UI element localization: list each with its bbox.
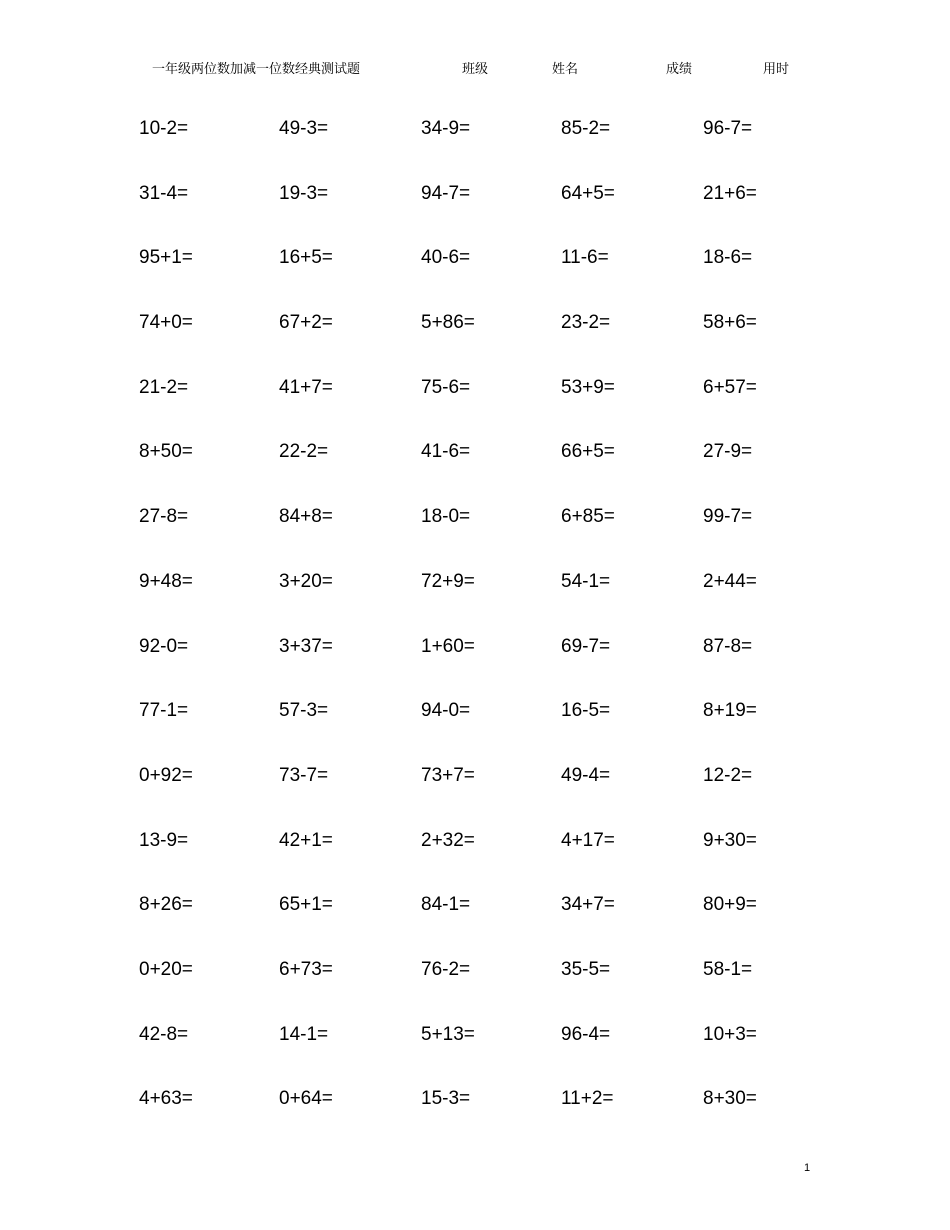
problem-item: 10+3= <box>703 1023 757 1045</box>
problem-item: 54-1= <box>561 570 611 592</box>
time-label: 用时 <box>763 62 790 77</box>
problem-item: 73-7= <box>279 764 329 786</box>
problem-item: 42-8= <box>139 1023 189 1045</box>
problem-item: 6+57= <box>703 376 757 398</box>
problem-item: 23-2= <box>561 312 611 334</box>
problem-row <box>139 241 839 306</box>
problem-item: 3+20= <box>279 570 333 592</box>
problem-item: 4+17= <box>561 829 615 851</box>
problem-row <box>139 953 839 1018</box>
problem-item: 75-6= <box>421 376 471 398</box>
problem-row <box>139 565 839 630</box>
page-number: 1 <box>804 1162 811 1174</box>
problem-item: 11-6= <box>561 247 609 269</box>
problem-item: 53+9= <box>561 376 615 398</box>
problem-item: 96-7= <box>703 118 753 139</box>
problem-item: 11+2= <box>561 1088 614 1110</box>
problem-item: 18-6= <box>703 247 753 269</box>
problem-row <box>139 824 839 889</box>
problem-row <box>139 435 839 500</box>
problem-item: 16-5= <box>561 700 611 722</box>
problem-grid <box>139 112 839 1147</box>
problem-item: 84+8= <box>279 506 333 528</box>
problem-item: 94-0= <box>421 700 471 722</box>
problem-item: 73+7= <box>421 764 475 786</box>
problem-item: 21-2= <box>139 376 189 398</box>
problem-item: 3+37= <box>279 635 333 657</box>
problem-item: 34+7= <box>561 894 615 916</box>
problem-row <box>139 888 839 953</box>
problem-item: 34-9= <box>421 118 471 139</box>
problem-item: 1+60= <box>421 635 475 657</box>
problem-row <box>139 1082 839 1147</box>
problem-item: 18-0= <box>421 506 471 528</box>
problem-row <box>139 1018 839 1083</box>
problem-item: 4+63= <box>139 1088 193 1110</box>
problem-item: 85-2= <box>561 118 611 139</box>
problem-item: 5+86= <box>421 312 475 334</box>
problem-item: 13-9= <box>139 829 189 851</box>
problem-item: 27-8= <box>139 506 189 528</box>
problem-row <box>139 306 839 371</box>
problem-item: 35-5= <box>561 958 611 980</box>
problem-item: 14-1= <box>279 1023 329 1045</box>
problem-item: 41+7= <box>279 376 333 398</box>
problem-item: 66+5= <box>561 441 615 463</box>
score-label: 成绩 <box>666 62 693 77</box>
worksheet-title: 一年级两位数加减一位数经典测试题 <box>152 62 361 77</box>
problem-item: 12-2= <box>703 764 753 786</box>
problem-row <box>139 759 839 824</box>
problem-item: 16+5= <box>279 247 333 269</box>
problem-item: 0+92= <box>139 764 193 786</box>
problem-item: 8+26= <box>139 894 193 916</box>
problem-item: 22-2= <box>279 441 329 463</box>
problem-item: 21+6= <box>703 182 757 204</box>
problem-row <box>139 177 839 242</box>
problem-item: 2+32= <box>421 829 475 851</box>
problem-item: 74+0= <box>139 312 193 334</box>
problem-row <box>139 630 839 695</box>
problem-item: 80+9= <box>703 894 757 916</box>
problem-item: 65+1= <box>279 894 333 916</box>
problem-item: 6+85= <box>561 506 615 528</box>
problem-row <box>139 694 839 759</box>
problem-item: 77-1= <box>139 700 189 722</box>
problem-item: 15-3= <box>421 1088 471 1110</box>
name-label: 姓名 <box>552 62 579 77</box>
problem-item: 0+20= <box>139 958 193 980</box>
problem-item: 72+9= <box>421 570 475 592</box>
problem-item: 31-4= <box>139 182 189 204</box>
problem-item: 57-3= <box>279 700 329 722</box>
problem-item: 2+44= <box>703 570 757 592</box>
problem-item: 5+13= <box>421 1023 475 1045</box>
problem-item: 6+73= <box>279 958 333 980</box>
problem-item: 49-3= <box>279 118 329 139</box>
problem-item: 76-2= <box>421 958 471 980</box>
problem-item: 27-9= <box>703 441 753 463</box>
problem-item: 94-7= <box>421 182 471 204</box>
problem-item: 41-6= <box>421 441 471 463</box>
problem-item: 8+19= <box>703 700 757 722</box>
problem-item: 58-1= <box>703 958 753 980</box>
worksheet-header <box>0 58 950 80</box>
problem-item: 69-7= <box>561 635 611 657</box>
problem-item: 49-4= <box>561 764 611 786</box>
problem-item: 67+2= <box>279 312 333 334</box>
problem-item: 40-6= <box>421 247 471 269</box>
problem-item: 84-1= <box>421 894 471 916</box>
problem-item: 9+48= <box>139 570 193 592</box>
problem-item: 92-0= <box>139 635 189 657</box>
problem-row <box>139 371 839 436</box>
problem-row <box>139 112 839 177</box>
problem-item: 99-7= <box>703 506 753 528</box>
problem-row <box>139 500 839 565</box>
problem-item: 9+30= <box>703 829 757 851</box>
problem-item: 19-3= <box>279 182 329 204</box>
class-label: 班级 <box>462 62 489 77</box>
problem-item: 8+50= <box>139 441 193 463</box>
problem-item: 8+30= <box>703 1088 757 1110</box>
problem-item: 96-4= <box>561 1023 611 1045</box>
problem-item: 58+6= <box>703 312 757 334</box>
problem-item: 64+5= <box>561 182 615 204</box>
problem-item: 0+64= <box>279 1088 333 1110</box>
problem-item: 42+1= <box>279 829 333 851</box>
problem-item: 95+1= <box>139 247 193 269</box>
problem-item: 87-8= <box>703 635 753 657</box>
problem-item: 10-2= <box>139 118 189 139</box>
